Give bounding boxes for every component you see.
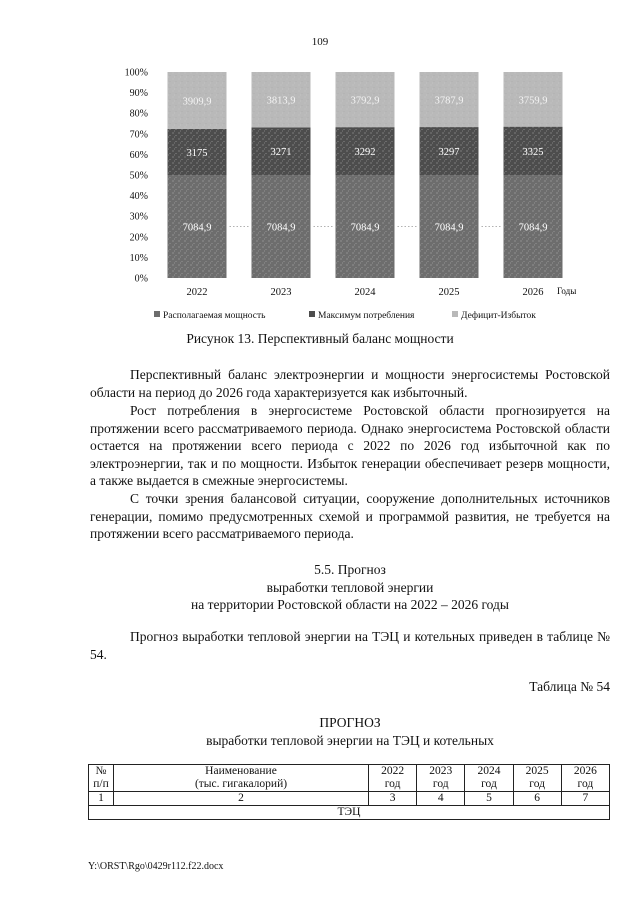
header-name <box>114 765 369 792</box>
chart-legend <box>154 310 536 321</box>
header-name-line-1: Наименование <box>205 765 277 777</box>
index-cell: 4 <box>417 792 465 806</box>
header-year-2024 <box>465 765 513 792</box>
data-label: 3759,9 <box>518 95 548 107</box>
table-title-line-2: выработки тепловой энергии на ТЭЦ и котельных <box>206 732 494 748</box>
header-year-unit: год <box>432 778 449 790</box>
x-tick-label: 2022 <box>186 287 208 298</box>
header-year-value: 2022 <box>381 765 405 777</box>
header-year-value: 2023 <box>429 765 453 777</box>
paragraph-consumption: Рост потребления в энергосистеме Ростовской области прогнозируется на протяжении всего рассматриваемого периода. Однако энергосистема Ростовской области остается на протяжении всего периода с 2022 по 2026 год избыточной как по электроэнергии, так и по мощности. Избыток генерации обеспечивает резерв мощности, а также выдается в смежные энергосистемы. <box>90 403 610 488</box>
header-number-line-1: № <box>95 765 107 777</box>
header-year-unit: год <box>577 778 594 790</box>
heat-forecast-table <box>88 764 610 820</box>
y-tick-label: 50% <box>129 170 148 182</box>
legend-label: Дефицит-Избыток <box>461 311 536 321</box>
x-tick-label: 2024 <box>354 287 376 298</box>
index-cell: 2 <box>114 792 369 806</box>
footer-file-path: Y:\ORST\Rgo\0429r112.f22.docx <box>88 861 224 872</box>
data-label: 3792,9 <box>350 95 380 107</box>
table-header-row <box>89 765 610 792</box>
header-name-line-2: (тыс. гигакалорий) <box>194 778 288 790</box>
header-year-unit: год <box>529 778 545 790</box>
table-number-label: Таблица № 54 <box>529 679 610 694</box>
header-year-unit: год <box>384 778 401 790</box>
data-label: 3813,9 <box>266 95 296 107</box>
y-axis-ticks <box>125 68 148 285</box>
y-tick-label: 60% <box>129 149 148 161</box>
x-axis-label: Годы <box>557 286 577 296</box>
data-label: 3325 <box>522 146 544 158</box>
data-label: 3297 <box>438 147 460 159</box>
header-year-2026 <box>561 765 609 792</box>
figure-caption: Рисунок 13. Перспективный баланс мощности <box>186 331 454 346</box>
data-label: 3909,9 <box>182 96 212 108</box>
y-tick-label: 20% <box>129 232 148 244</box>
data-label: 3292 <box>354 147 376 159</box>
x-axis-ticks <box>187 287 544 298</box>
data-label: 7084,9 <box>518 222 548 234</box>
x-tick-label: 2025 <box>438 287 460 298</box>
index-cell: 7 <box>561 792 609 806</box>
index-cell: 1 <box>89 792 114 806</box>
data-label: 7084,9 <box>350 222 380 234</box>
table-title <box>0 714 640 749</box>
index-cell: 5 <box>465 792 513 806</box>
header-year-2023 <box>417 765 465 792</box>
data-label: 3175 <box>186 147 208 159</box>
index-cell: 6 <box>513 792 561 806</box>
x-tick-label: 2023 <box>270 287 292 298</box>
y-tick-label: 0% <box>134 273 148 285</box>
header-year-unit: год <box>481 778 497 790</box>
data-label: 3787,9 <box>434 95 464 107</box>
header-number <box>89 765 114 792</box>
header-year-2025 <box>513 765 561 792</box>
y-tick-label: 30% <box>129 211 148 223</box>
header-year-value: 2024 <box>477 765 501 777</box>
data-label: 3271 <box>270 147 292 159</box>
bars-group <box>168 72 563 278</box>
y-tick-label: 100% <box>124 67 148 79</box>
section-heading-line-2: выработки тепловой энергии <box>266 579 434 595</box>
paragraph-generation: С точки зрения балансовой ситуации, сооружение дополнительных источников генерации, помимо предусмотренных схемой и программой развития, не требуется на протяжении всего рассматриваемого периода. <box>90 491 610 541</box>
paragraph-balance: Перспективный баланс электроэнергии и мощности энергосистемы Ростовской области на период до 2026 года характеризуется как избыточный. <box>90 367 610 400</box>
y-tick-label: 90% <box>129 88 148 100</box>
y-tick-label: 70% <box>129 129 148 141</box>
legend-swatch <box>309 311 315 317</box>
legend-label: Максимум потребления <box>318 311 415 321</box>
group-cell-tec: ТЭЦ <box>89 806 610 820</box>
table-group-row <box>89 806 610 820</box>
section-heading-line-1: 5.5. Прогноз <box>314 562 386 577</box>
stacked-bar-chart <box>100 60 580 325</box>
section-heading-line-3: на территории Ростовской области на 2022 – 2026 годы <box>191 597 509 612</box>
legend-label: Располагаемая мощность <box>163 311 266 321</box>
table-index-row <box>89 792 610 806</box>
y-tick-label: 40% <box>129 191 148 203</box>
data-label: 7084,9 <box>182 222 212 234</box>
table-title-line-1: ПРОГНОЗ <box>319 715 381 730</box>
data-label: 7084,9 <box>266 222 296 234</box>
x-tick-label: 2026 <box>522 287 544 298</box>
data-label: 7084,9 <box>434 222 464 234</box>
y-tick-label: 80% <box>129 108 148 120</box>
page-number: 109 <box>311 36 329 48</box>
paragraph-heat-forecast: Прогноз выработки тепловой энергии на ТЭЦ и котельных приведен в таблице № 54. <box>90 629 610 662</box>
section-heading <box>0 561 640 614</box>
header-year-value: 2026 <box>573 765 597 777</box>
legend-swatch <box>154 311 160 317</box>
header-year-value: 2025 <box>525 765 549 777</box>
header-year-2022 <box>369 765 417 792</box>
header-number-line-2: п/п <box>93 778 109 790</box>
index-cell: 3 <box>369 792 417 806</box>
y-tick-label: 10% <box>129 252 148 264</box>
legend-swatch <box>452 311 458 317</box>
